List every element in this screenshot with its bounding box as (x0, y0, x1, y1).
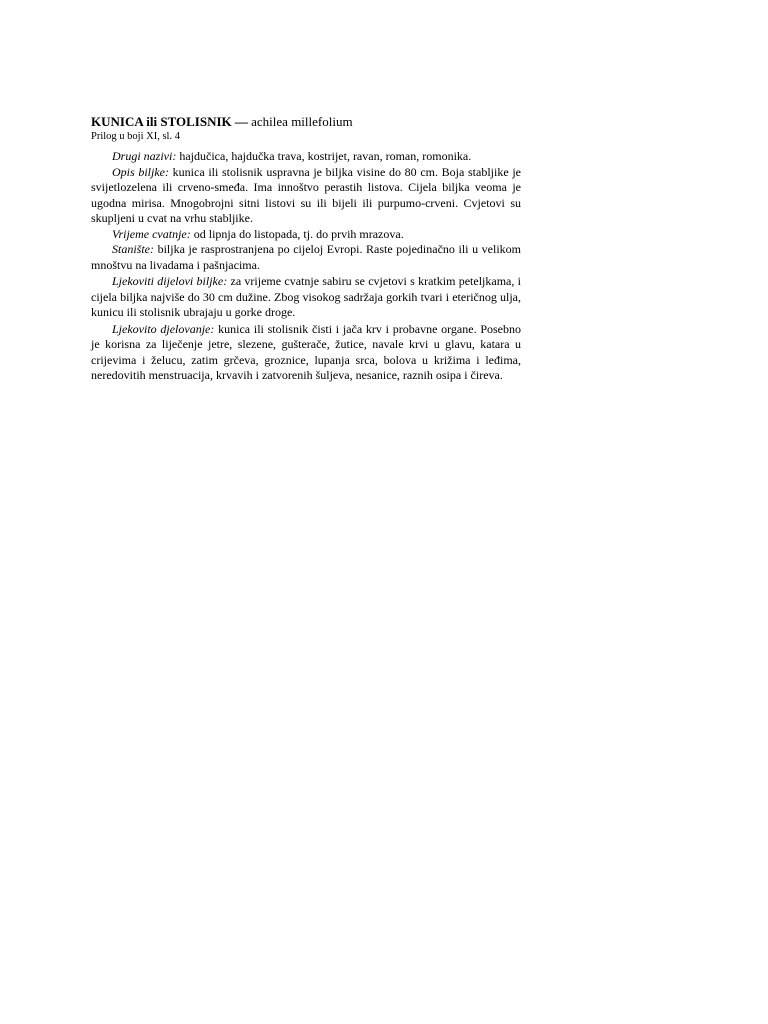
paragraph-medicinal-action (91, 322, 521, 384)
section-label: Ljekovito djelovanje: (112, 321, 215, 336)
title-bold-text: KUNICA ili STOLISNIK — (91, 114, 248, 129)
section-text: biljka je rasprostranjena po cijeloj Evropi. Raste pojedinačno ili u velikom mnoštvu na livadama i pašnjacima. (91, 242, 521, 272)
section-label: Opis biljke: (112, 164, 169, 179)
section-text: kunica ili stolisnik uspravna je biljka visine do 80 cm. Boja stabljike je svijetlozelena ili crveno-smeđa. Ima innoštvo perastih listova. Cijela biljka veoma je ugodna mirisa. Mnogobrojni sitni listovi su ili bijeli ili purpumo-crveni. Cvjetovi su skupljeni u cvat na vrhu stabljike. (91, 164, 521, 225)
section-label: Ljekoviti dijelovi biljke: (112, 274, 228, 288)
section-text: za vrijeme cvatnje sabiru se cvjetovi s kratkim peteljkama, i cijela biljka najviše do 30 cm dužine. Zbog visokog sadržaja gorkih tvari i eteričnog ulja, kunicu ili stolisnik ubrajaju u gorke droge. (91, 274, 521, 319)
paragraph-habitat (91, 242, 521, 273)
section-label: Vrijeme cvatnje: (112, 226, 191, 241)
section-label: Stanište: (112, 242, 154, 256)
document-page (91, 114, 521, 384)
title-latin-name: achilea millefolium (247, 114, 353, 129)
section-text: od lipnja do listopada, tj. do prvih mrazova. (190, 226, 404, 241)
paragraph-other-names (91, 149, 521, 165)
paragraph-plant-description (91, 165, 521, 227)
section-text: kunica ili stolisnik čisti i jača krv i probavne organe. Posebno je korisna za liječenje jetre, slezene, gušterače, žutice, navale krvi u glavu, katara u crijevima i želucu, zatim grčeva, groznice, lupanja srca, bolova u križima i leđima, neredovitih menstruacija, krvavih i zatvorenih šuljeva, nesanice, raznih osipa i čireva. (91, 321, 522, 382)
article-title (91, 114, 521, 130)
section-label: Drugi nazivi: (112, 149, 177, 163)
paragraph-flowering-time (91, 227, 521, 243)
section-text: hajdučica, hajdučka trava, kostrijet, ravan, roman, romonika. (176, 149, 472, 163)
paragraph-medicinal-parts (91, 274, 521, 321)
article-subtitle: Prilog u boji XI, sl. 4 (91, 131, 180, 142)
